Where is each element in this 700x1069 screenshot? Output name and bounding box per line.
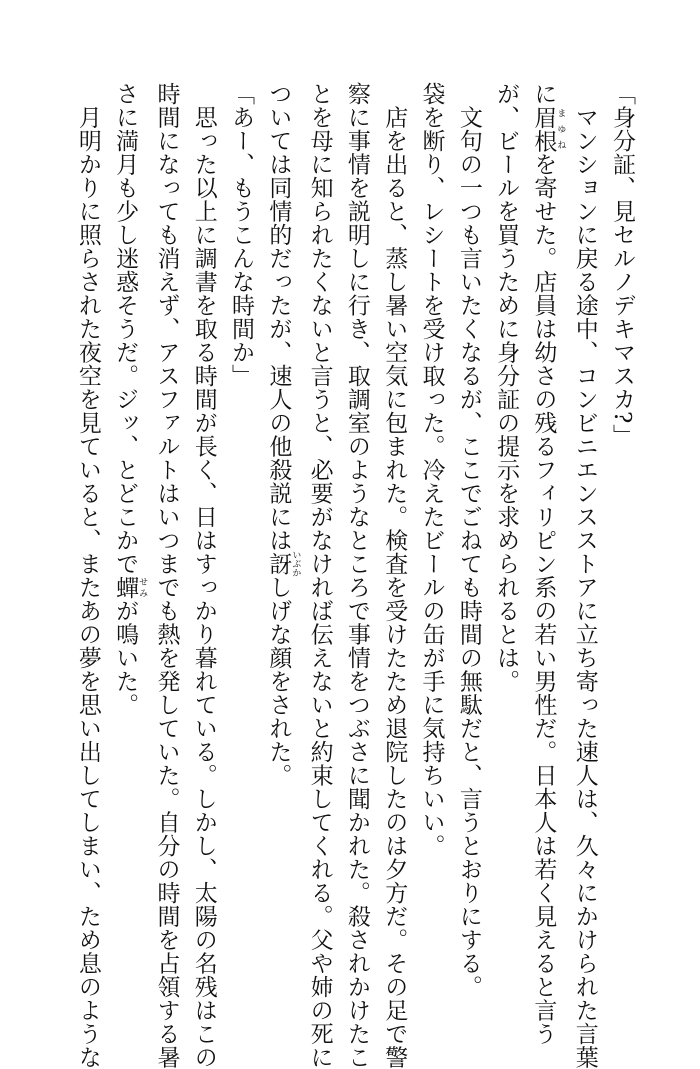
text-line: 月明かりに照らされた夜空を見ていると、またあの夢を思い出してしまい、ため息のような bbox=[74, 82, 101, 1069]
text-line: 察に事情を説明しに行き、取調室のようなところで事情をつぶさに聞かれた。殺されかけたこ bbox=[343, 82, 370, 1069]
text-line: に眉根 まゆねを寄せた。店員は幼さの残るフィリピン系の若い男性だ。日本人は若く見えると言う bbox=[530, 82, 566, 1046]
text-line: ついては同情的だったが、速人の他殺説には訝 いぶかしげな顔をされた。 bbox=[265, 82, 301, 787]
text-line: 思った以上に調書を取る時間が長く、日はすっかり暮れている。しかし、太陽の名残はこの bbox=[190, 82, 217, 1069]
text-line: が、ビールを買うために身分証の提示を求められるとは。 bbox=[493, 82, 520, 693]
vertical-text-body bbox=[40, 82, 640, 1069]
text-line: 「あー、もうこんな時間か」 bbox=[228, 82, 255, 388]
text-line: とを母に知られたくないと言うと、必要がなければ伝えないと約束してくれる。父や姉の死に bbox=[306, 82, 333, 1069]
text-line: マンションに戻る途中、コンビニエンスストアに立ち寄った速人は、久々にかけられた言葉 bbox=[571, 82, 598, 1069]
text-line: 袋を断り、レシートを受け取った。冷えたビールの缶が手に気持ちいい。 bbox=[418, 82, 445, 858]
text-line: 時間になっても消えず、アスファルトはいつまでも熱を発していた。自分の時間を占領する暑 bbox=[153, 82, 180, 1069]
text-line: 「身分証、見セルノデキマスカ?」 bbox=[609, 82, 635, 448]
ruby-annotation: 眉根 まゆね bbox=[530, 105, 566, 153]
text-line: 文句の一つも言いたくなるが、ここでごねても時間の無駄だと、言うとおりにする。 bbox=[455, 82, 482, 999]
ruby-annotation: 蟬 せみ bbox=[112, 575, 148, 599]
text-line: さに満月も少し迷惑そうだ。ジッ、とどこかで蟬 せみが鳴いた。 bbox=[112, 82, 148, 717]
text-line: 店を出ると、蒸し暑い空気に包まれた。検査を受けたため退院したのは夕方だ。その足で警 bbox=[381, 82, 408, 1069]
ruby-annotation: 訝 いぶか bbox=[265, 550, 301, 578]
